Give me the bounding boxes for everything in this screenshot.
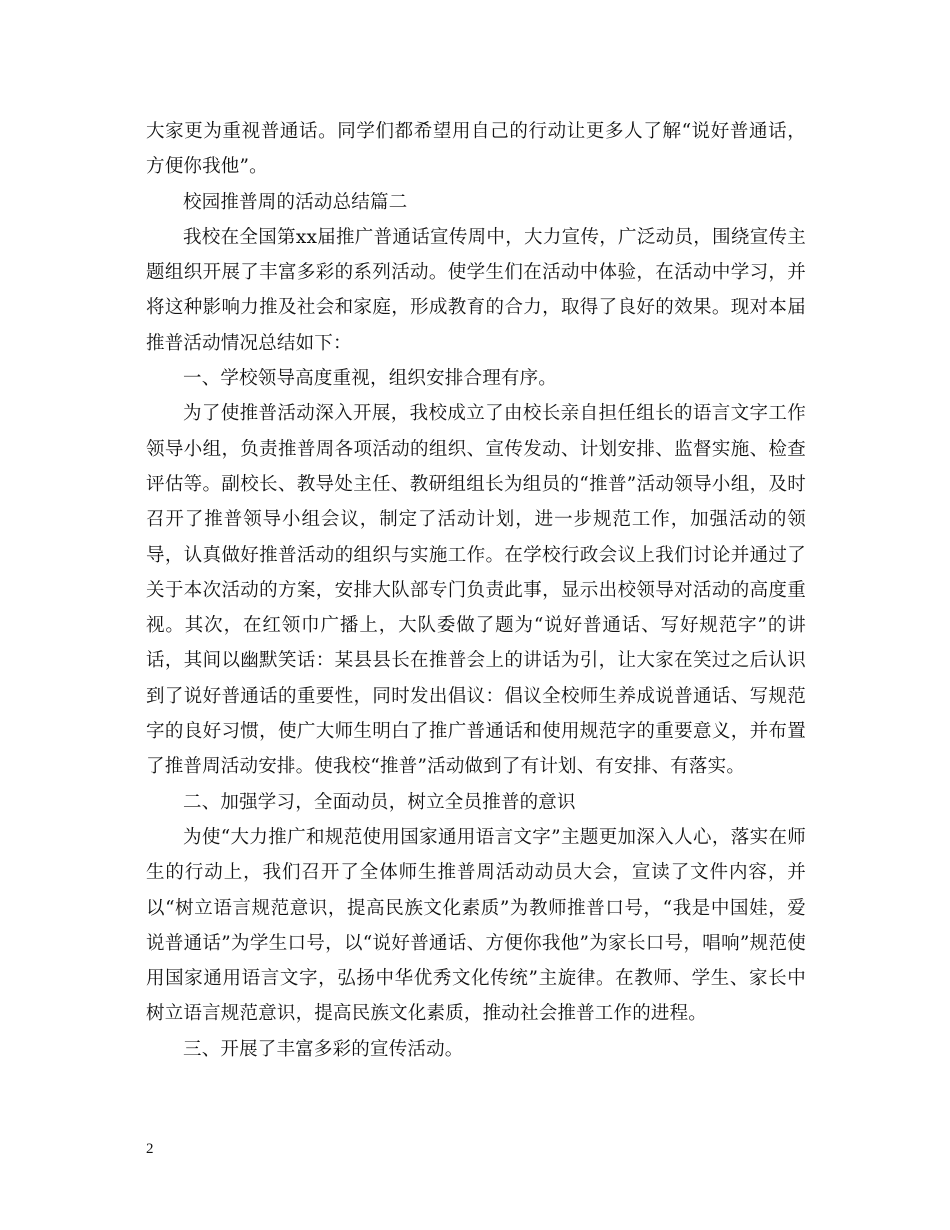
heading-one: 一、学校领导高度重视，组织安排合理有序。 [183,368,558,390]
page-number: 2 [146,1141,154,1157]
section-title: 校园推普周的活动总结篇二 [183,191,408,213]
document-body [146,114,806,1067]
paragraph-leadership: 为了使推普活动深入开展，我校成立了由校长亲自担任组长的语言文字工作领导小组，负责推普周各项活动的组织、宣传发动、计划安排、监督实施、检查评估等。副校长、教导处主任、教研组组长为组员的“推普”活动领导小组，及时召开了推普领导小组会议，制定了活动计划，进一步规范工作，加强活动的领导，认真做好推普活动的组织与实施工作。在学校行政会议上我们讨论并通过了关于本次活动的方案，安排大队部专门负责此事，显示出校领导对活动的高度重视。其次，在红领巾广播上，大队委做了题为“说好普通话、写好规范字”的讲话，其间以幽默笑话：某县县长在推普会上的讲话为引，让大家在笑过之后认识到了说好普通话的重要性，同时发出倡议：倡议全校师生养成说普通话、写规范字的良好习惯，使广大师生明白了推广普通话和使用规范字的重要意义，并布置了推普周活动安排。使我校“推普”活动做到了有计划、有安排、有落实。 [146,403,806,778]
heading-three: 三、开展了丰富多彩的宣传活动。 [183,1038,464,1060]
paragraph-intro-ending: 大家更为重视普通话。同学们都希望用自己的行动让更多人了解“说好普通话，方便你我他”。 [146,121,806,178]
paragraph-mobilization: 为使“大力推广和规范使用国家通用语言文字”主题更加深入人心，落实在师生的行动上，我们召开了全体师生推普周活动动员大会，宣读了文件内容，并以“树立语言规范意识，提高民族文化素质”为教师推普口号，“我是中国娃，爱说普通话”为学生口号，以“说好普通话、方便你我他”为家长口号，唱响”规范使用国家通用语言文字，弘扬中华优秀文化传统”主旋律。在教师、学生、家长中树立语言规范意识，提高民族文化素质，推动社会推普工作的进程。 [146,826,806,1025]
paragraph-overview: 我校在全国第xx届推广普通话宣传周中，大力宣传，广泛动员，围绕宣传主题组织开展了丰富多彩的系列活动。使学生们在活动中体验，在活动中学习，并将这种影响力推及社会和家庭，形成教育的合力，取得了良好的效果。现对本届推普活动情况总结如下： [146,226,806,354]
heading-two: 二、加强学习，全面动员，树立全员推普的意识 [183,791,576,813]
